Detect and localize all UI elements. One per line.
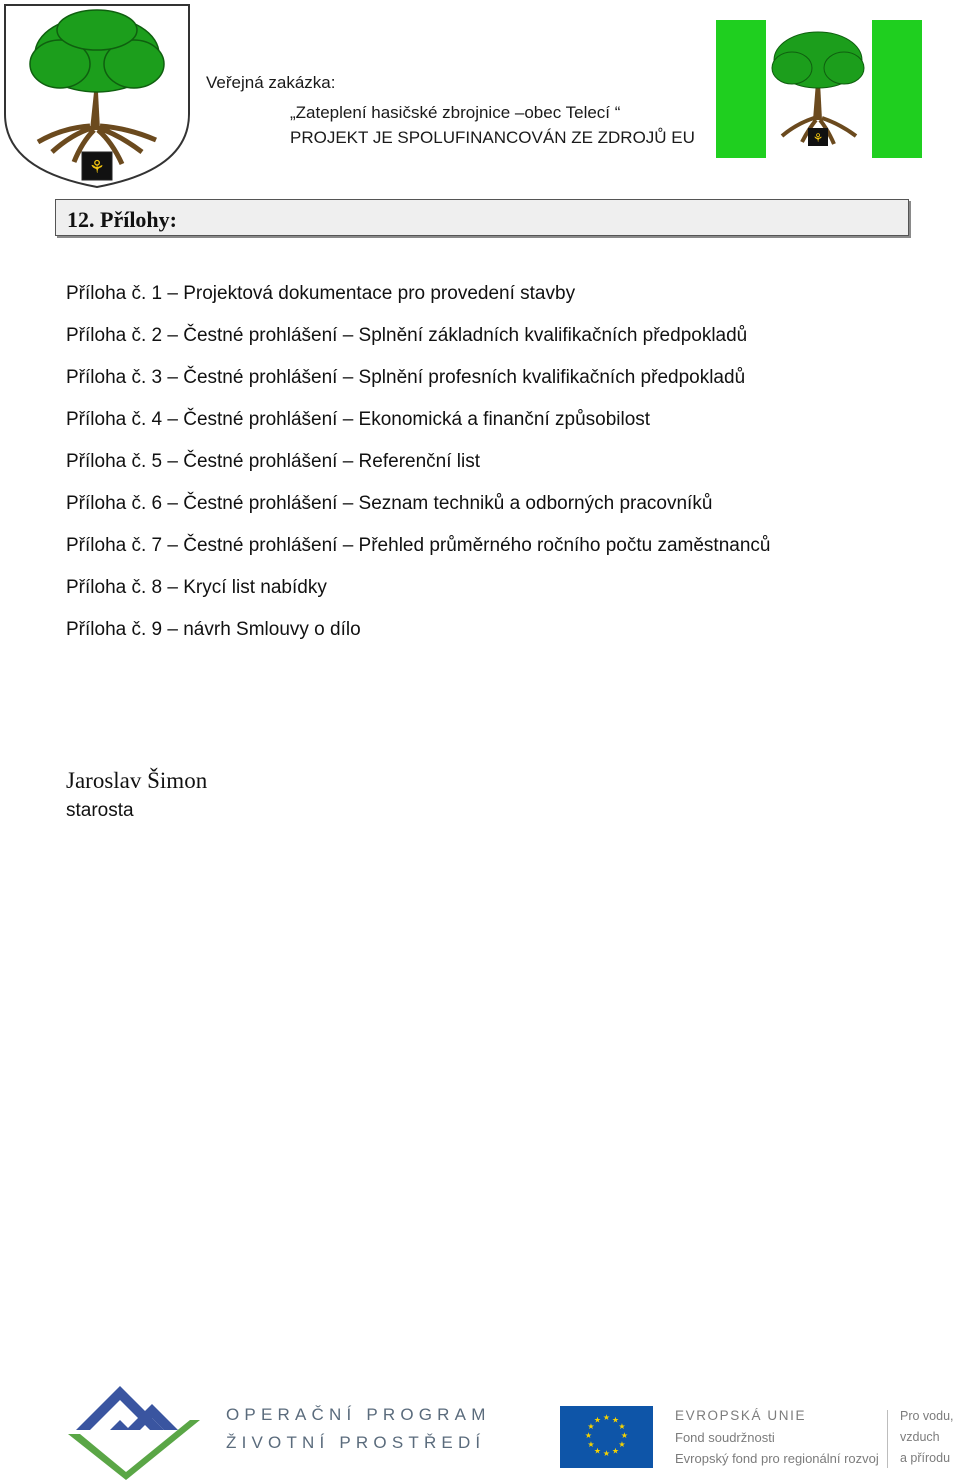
annex-item: Příloha č. 9 – návrh Smlouvy o dílo [66, 619, 361, 640]
svg-text:⚘: ⚘ [812, 131, 824, 145]
svg-text:★: ★ [593, 1446, 602, 1456]
svg-text:★: ★ [620, 1431, 629, 1440]
section-title: 12. Přílohy: [67, 207, 177, 232]
annex-item: Příloha č. 4 – Čestné prohlášení – Ekonomická a finanční způsobilost [66, 409, 651, 430]
svg-text:★: ★ [618, 1440, 626, 1449]
slogan-line-2: vzduch [900, 1430, 940, 1444]
cofinancing-note: PROJEKT JE SPOLUFINANCOVÁN ZE ZDROJŮ EU [290, 128, 695, 147]
opzp-line-1: OPERAČNÍ PROGRAM [226, 1405, 491, 1424]
annex-item: Příloha č. 2 – Čestné prohlášení – Splnění základních kvalifikačních předpokladů [66, 325, 748, 346]
municipal-flag-icon [716, 20, 922, 158]
eu-regional-fund: Evropský fond pro regionální rozvoj [675, 1451, 879, 1466]
svg-text:★: ★ [602, 1413, 611, 1422]
opzp-line-2: ŽIVOTNÍ PROSTŘEDÍ [226, 1433, 486, 1452]
svg-text:★: ★ [611, 1446, 620, 1456]
signatory-name: Jaroslav Šimon [66, 768, 208, 793]
svg-text:★: ★ [587, 1422, 595, 1431]
svg-text:★: ★ [587, 1440, 595, 1449]
coat-of-arms-icon [2, 2, 192, 190]
annex-item: Příloha č. 6 – Čestné prohlášení – Seznam techniků a odborných pracovníků [66, 493, 713, 514]
svg-text:★: ★ [593, 1415, 602, 1425]
svg-text:⚘: ⚘ [88, 157, 106, 178]
opzp-logo-icon [66, 1376, 204, 1480]
svg-text:★: ★ [618, 1422, 626, 1431]
slogan-line-1: Pro vodu, [900, 1409, 954, 1423]
svg-text:★: ★ [584, 1431, 593, 1440]
annex-item: Příloha č. 1 – Projektová dokumentace pro provedení stavby [66, 283, 576, 304]
annex-item: Příloha č. 8 – Krycí list nabídky [66, 577, 327, 598]
eu-cohesion-fund: Fond soudržnosti [675, 1430, 775, 1445]
slogan-line-3: a přírodu [900, 1451, 951, 1465]
eu-flag-icon [560, 1406, 653, 1468]
annex-list [66, 280, 770, 658]
annex-item: Příloha č. 3 – Čestné prohlášení – Splnění profesních kvalifikačních předpokladů [66, 367, 746, 388]
svg-text:★: ★ [611, 1415, 620, 1425]
annex-item: Příloha č. 7 – Čestné prohlášení – Přehled průměrného ročního počtu zaměstnanců [66, 535, 771, 556]
svg-text:★: ★ [602, 1449, 611, 1458]
section-heading-box [55, 199, 909, 236]
header-label: Veřejná zakázka: [206, 73, 336, 92]
project-title: „Zateplení hasičské zbrojnice –obec Telecí “ [290, 103, 621, 122]
footer-divider [887, 1410, 888, 1468]
signatory-role: starosta [66, 800, 134, 821]
annex-item: Příloha č. 5 – Čestné prohlášení – Referenční list [66, 451, 481, 472]
eu-title: EVROPSKÁ UNIE [675, 1408, 807, 1423]
